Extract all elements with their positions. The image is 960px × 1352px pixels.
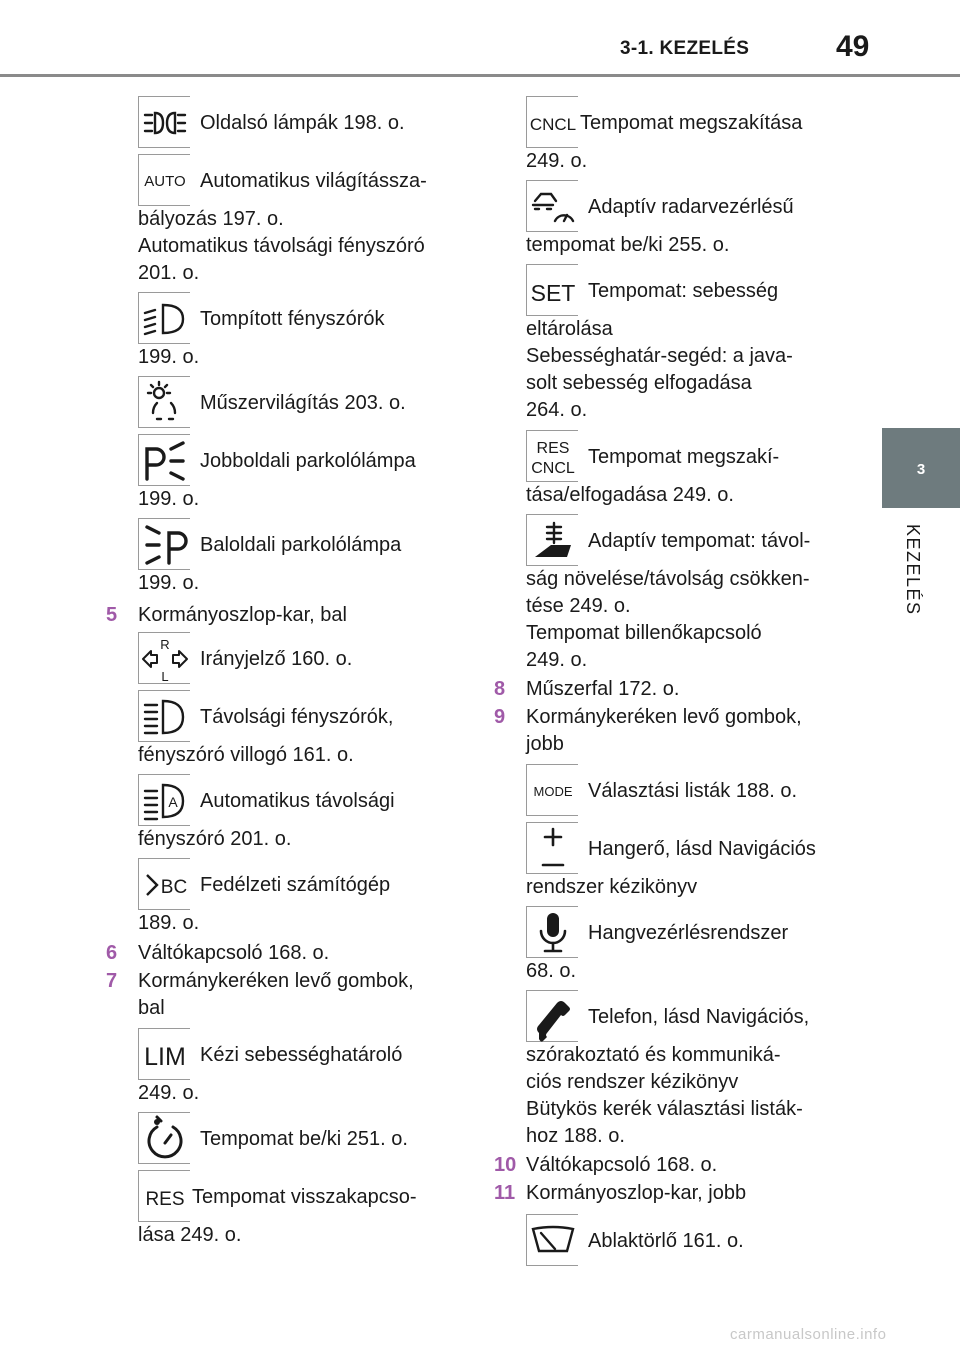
- item-text-cont: tása/elfogadása 249. o.: [526, 484, 734, 506]
- low-beam-icon: [138, 292, 190, 344]
- item-text: Telefon, lásd Navigációs,: [588, 1006, 810, 1028]
- auto-high-beam-letter: A: [168, 794, 178, 810]
- item-text: Tempomat visszakapcso-: [192, 1186, 417, 1208]
- item-heading: Váltókapcsoló 168. o.: [138, 942, 330, 964]
- item-text-cont: szórakoztató és kommuniká-: [526, 1044, 781, 1066]
- item-text-cont: fényszóró 201. o.: [138, 828, 292, 850]
- side-lamp-icon: [138, 96, 190, 148]
- mode-icon-text: MODE: [533, 784, 573, 799]
- item-text: Tompított fényszórók: [200, 308, 385, 330]
- item-text-cont: tése 249. o.: [526, 595, 631, 617]
- item-text-cont: Sebességhatár-segéd: a java-: [526, 345, 793, 367]
- phone-icon: [526, 990, 578, 1042]
- item-text-cont: rendszer kézikönyv: [526, 876, 698, 898]
- lim-icon-text: LIM: [144, 1043, 186, 1071]
- header-divider: [0, 74, 960, 77]
- item-text: Adaptív tempomat: távol-: [588, 530, 811, 552]
- item-text: Tempomat megszakí-: [588, 446, 780, 468]
- item-heading: Műszerfal 172. o.: [526, 678, 680, 700]
- item-text: Választási listák 188. o.: [588, 780, 797, 802]
- chapter-label: KEZELÉS: [903, 524, 923, 616]
- item-text: Műszervilágítás 203. o.: [200, 392, 406, 414]
- item-number: 11: [494, 1182, 516, 1204]
- item-heading: Váltókapcsoló 168. o.: [526, 1154, 718, 1176]
- radar-cruise-icon: [526, 180, 578, 232]
- item-text-cont: solt sebesség elfogadása: [526, 372, 752, 394]
- chapter-tab[interactable]: 3: [882, 428, 960, 508]
- auto-icon-text: AUTO: [144, 173, 186, 190]
- res-icon-text: RES: [145, 1189, 185, 1210]
- item-number: 9: [494, 706, 506, 728]
- res-cncl-top: RES: [536, 440, 570, 457]
- right-parking-icon: [138, 434, 190, 486]
- item-text-cont: 68. o.: [526, 960, 577, 982]
- auto-icon: [138, 154, 190, 206]
- dashboard-light-icon: [138, 376, 190, 428]
- item-heading: Kormányoszlop-kar, jobb: [526, 1182, 747, 1204]
- cncl-icon-text: CNCL: [529, 115, 577, 134]
- item-text: Jobboldali parkolólámpa: [200, 450, 416, 472]
- item-text: Tempomat megszakítása: [580, 112, 803, 134]
- wiper-icon: [526, 1214, 578, 1266]
- mode-icon: [526, 764, 578, 816]
- high-beam-icon: [138, 690, 190, 742]
- item-text: Tempomat be/ki 251. o.: [200, 1128, 408, 1150]
- volume-icon: [526, 822, 578, 874]
- trip-computer-icon: [138, 858, 190, 910]
- lim-icon: [138, 1028, 190, 1080]
- set-icon-text: SET: [530, 280, 576, 306]
- item-heading: Kormánykeréken levő gombok,: [138, 970, 414, 992]
- item-number: 6: [106, 942, 118, 964]
- item-text: Kézi sebességhatároló: [200, 1044, 403, 1066]
- cruise-onoff-icon: [138, 1112, 190, 1164]
- item-text: Baloldali parkolólámpa: [200, 534, 402, 556]
- item-text: Automatikus távolsági: [200, 790, 395, 812]
- item-text: Távolsági fényszórók,: [200, 706, 394, 728]
- turn-signal-r: R: [160, 637, 170, 652]
- item-text-cont: eltárolása: [526, 318, 613, 340]
- auto-high-beam-icon: [138, 774, 190, 826]
- set-icon: [526, 264, 578, 316]
- item-text-cont: 249. o.: [138, 1082, 200, 1104]
- item-text-cont: hoz 188. o.: [526, 1125, 625, 1147]
- res-icon: [138, 1170, 190, 1222]
- item-text: Oldalsó lámpák 198. o.: [200, 112, 405, 134]
- item-text-cont: fényszóró villogó 161. o.: [138, 744, 354, 766]
- item-heading-cont: jobb: [526, 733, 564, 755]
- turn-signal-l: L: [161, 669, 169, 684]
- item-text-cont: 249. o.: [526, 150, 588, 172]
- item-text-cont: 199. o.: [138, 488, 200, 510]
- turn-signal-icon: [138, 632, 190, 684]
- item-number: 7: [106, 970, 118, 992]
- cncl-icon: [526, 96, 578, 148]
- item-text: Tempomat: sebesség: [588, 280, 779, 302]
- item-text: Irányjelző 160. o.: [200, 648, 353, 670]
- item-number: 10: [494, 1154, 517, 1176]
- item-text: Automatikus világítássza-: [200, 170, 427, 192]
- item-text-cont: 199. o.: [138, 572, 200, 594]
- header-section-title: 3-1. KEZELÉS: [620, 38, 750, 59]
- res-cncl-icon: [526, 430, 578, 482]
- item-heading-cont: bal: [138, 997, 165, 1019]
- footer-watermark: carmanualsonline.info: [730, 1326, 887, 1343]
- item-text-cont: 199. o.: [138, 346, 200, 368]
- item-text-cont: Tempomat billenőkapcsoló: [526, 622, 762, 644]
- item-text-cont: Bütykös kerék választási listák-: [526, 1098, 803, 1120]
- distance-icon: [526, 514, 578, 566]
- item-text-cont: 249. o.: [526, 649, 588, 671]
- item-text-cont: Automatikus távolsági fényszóró: [138, 235, 425, 257]
- item-text-cont: ciós rendszer kézikönyv: [526, 1071, 739, 1093]
- item-text-cont: 264. o.: [526, 399, 588, 421]
- item-text-cont: bályozás 197. o.: [138, 208, 284, 230]
- trip-computer-text: BC: [160, 877, 188, 898]
- item-number: 5: [106, 604, 118, 626]
- item-number: 8: [494, 678, 506, 700]
- item-text: Hangvezérlésrendszer: [588, 922, 789, 944]
- left-parking-icon: [138, 518, 190, 570]
- item-text-cont: 189. o.: [138, 912, 200, 934]
- item-text-cont: tempomat be/ki 255. o.: [526, 234, 730, 256]
- res-cncl-bottom: CNCL: [531, 460, 575, 477]
- item-heading: Kormányoszlop-kar, bal: [138, 604, 347, 626]
- item-text-cont: lása 249. o.: [138, 1224, 242, 1246]
- item-heading: Kormánykeréken levő gombok,: [526, 706, 802, 728]
- item-text: Hangerő, lásd Navigációs: [588, 838, 816, 860]
- item-text-cont: 201. o.: [138, 262, 200, 284]
- item-text: Fedélzeti számítógép: [200, 874, 391, 896]
- page-number: 49: [836, 30, 870, 63]
- item-text: Adaptív radarvezérlésű: [588, 196, 794, 218]
- item-text: Ablaktörlő 161. o.: [588, 1230, 744, 1252]
- microphone-icon: [526, 906, 578, 958]
- item-text-cont: ság növelése/távolság csökken-: [526, 568, 810, 590]
